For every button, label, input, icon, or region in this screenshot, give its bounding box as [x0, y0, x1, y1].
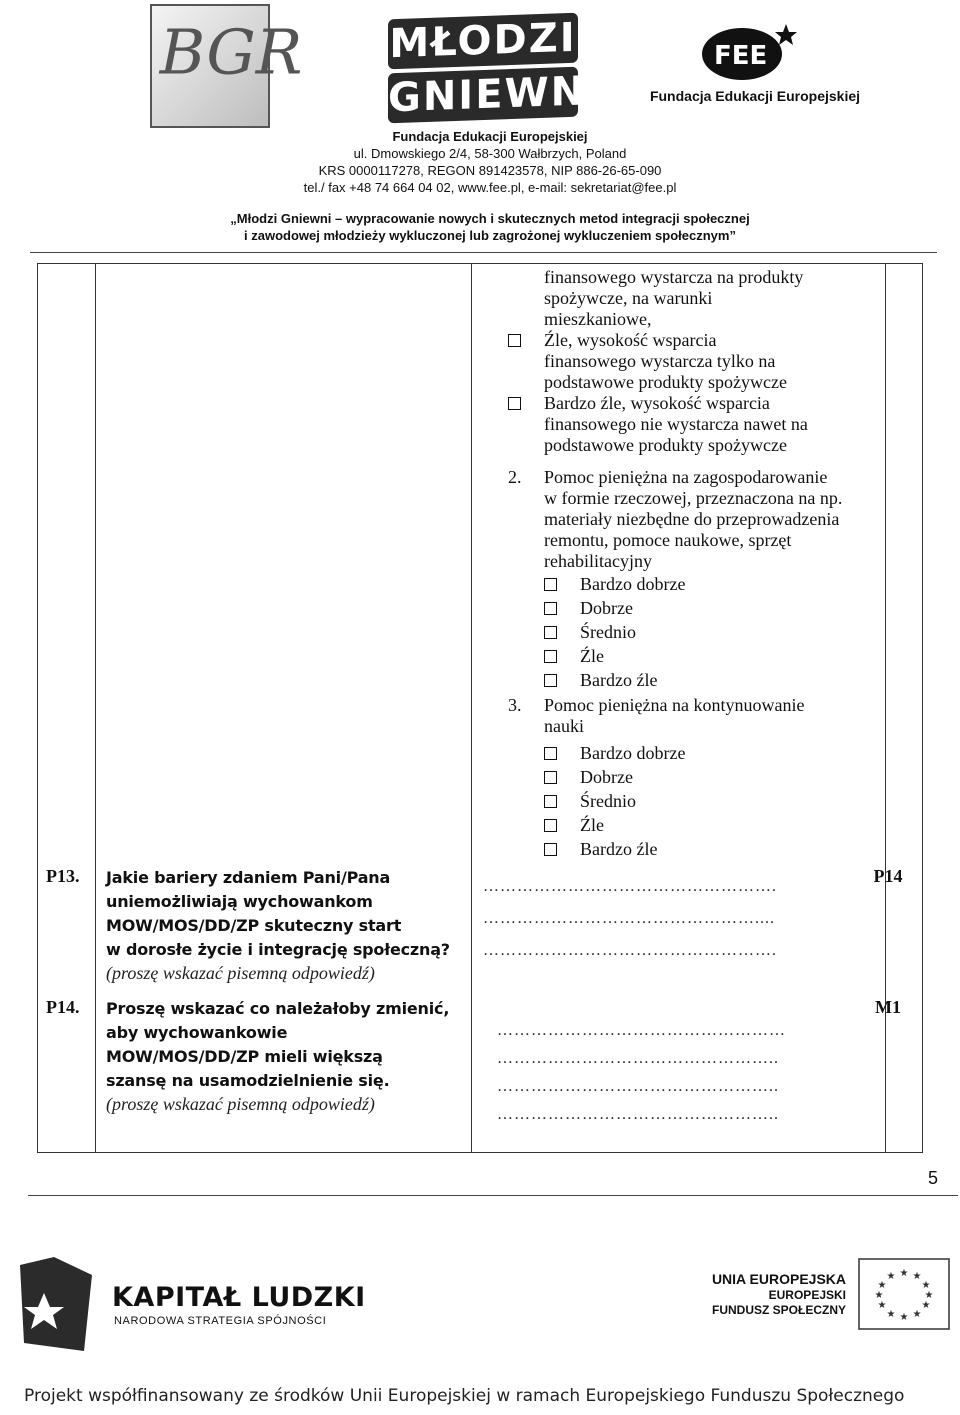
logo-line-2: GNIEWNI	[388, 67, 603, 122]
checkbox[interactable]	[544, 626, 557, 639]
page-number: 5	[928, 1168, 939, 1188]
kapital-ludzki-subtitle: NARODOWA STRATEGIA SPÓJNOŚCI	[114, 1315, 327, 1327]
checkbox[interactable]	[508, 334, 521, 347]
fee-caption: Fundacja Edukacji Europejskiej	[649, 88, 861, 104]
question-line: w dorosłe życie i integrację społeczną?	[106, 940, 450, 959]
bgr-logo	[150, 4, 303, 128]
option-line: finansowego wystarcza tylko na	[544, 351, 776, 371]
s2-option-bardzo-dobrze[interactable]	[544, 574, 685, 595]
s2-option-zle[interactable]	[544, 646, 604, 667]
option-label: Źle	[580, 646, 604, 666]
svg-text:★: ★	[874, 1290, 884, 1301]
organization-address	[200, 128, 780, 196]
section-line: w formie rzeczowej, przeznaczona na np.	[544, 488, 843, 508]
option-label: Dobrze	[580, 598, 633, 618]
project-title	[120, 210, 860, 244]
question-number-p13: P13.	[46, 866, 80, 886]
option-label: Średnio	[580, 791, 636, 811]
question-text-p13	[106, 866, 466, 984]
option-line: Bardzo źle, wysokość wsparcia	[544, 393, 770, 413]
fee-logo	[700, 20, 800, 82]
question-line: MOW/MOS/DD/ZP skuteczny start	[106, 916, 402, 935]
s2-option-bardzo-zle[interactable]	[544, 670, 657, 691]
cofinancing-note: Projekt współfinansowany ze środków Unii Europejskiej w ramach Europejskiego Funduszu Społecznego	[24, 1386, 905, 1406]
eu-caption	[660, 1270, 846, 1318]
s3-option-bardzo-zle[interactable]	[544, 839, 657, 860]
bgr-monogram-icon	[152, 6, 303, 126]
option-label: Bardzo dobrze	[580, 743, 686, 763]
checkbox[interactable]	[544, 747, 557, 760]
logo-line-1: MŁODZI	[388, 13, 578, 70]
svg-text:FEE: FEE	[714, 41, 768, 71]
checkbox[interactable]	[544, 578, 557, 591]
section-number: 2.	[508, 467, 522, 487]
answer-line[interactable]: ……………………………………………	[497, 1022, 786, 1039]
kapital-ludzki-name: KAPITAŁ LUDZKI	[112, 1282, 366, 1313]
svg-text:★: ★	[886, 1309, 896, 1320]
footer-divider	[28, 1195, 958, 1196]
option-label: Dobrze	[580, 767, 633, 787]
option-label: Źle	[580, 815, 604, 835]
question-line: aby wychowankowie	[106, 1023, 288, 1042]
answer-line[interactable]: …………………………………………….	[483, 878, 777, 895]
option-label: Bardzo źle	[580, 839, 658, 859]
eu-line: FUNDUSZ SPOŁECZNY	[711, 1303, 846, 1317]
checkbox[interactable]	[508, 397, 521, 410]
section-line: Pomoc pieniężna na kontynuowanie	[544, 695, 805, 715]
eu-flag-icon	[858, 1258, 950, 1330]
section-line: rehabilitacyjny	[544, 551, 652, 571]
question-hint: (proszę wskazać pisemną odpowiedź)	[106, 1094, 375, 1114]
checkbox[interactable]	[544, 819, 557, 832]
answer-line[interactable]: …………………………………………..	[497, 1106, 779, 1123]
option-line: spożywcze, na warunki	[544, 288, 713, 308]
org-registry: KRS 0000117278, REGON 891423578, NIP 886-26-65-090	[318, 163, 662, 178]
routing-code-p14: M1	[875, 997, 901, 1017]
answer-line[interactable]: …………………………………………..	[497, 1078, 779, 1095]
svg-text:★: ★	[899, 1312, 909, 1323]
kapital-ludzki-logo-icon	[14, 1255, 96, 1355]
option-label: Bardzo dobrze	[580, 574, 686, 594]
option-bardzo-zle-long[interactable]	[508, 393, 808, 456]
question-line: szansę na usamodzielnienie się.	[106, 1071, 390, 1090]
eu-line: EUROPEJSKI	[768, 1288, 846, 1302]
checkbox[interactable]	[544, 674, 557, 687]
svg-text:★: ★	[877, 1300, 887, 1311]
project-title-line: „Młodzi Gniewni – wypracowanie nowych i skutecznych metod integracji społecznej	[230, 211, 750, 226]
checkbox[interactable]	[544, 843, 557, 856]
answer-line[interactable]: …………………………………………..	[497, 1050, 779, 1067]
section-line: remontu, pomoce naukowe, sprzęt	[544, 530, 792, 550]
eu-line: UNIA EUROPEJSKA	[711, 1271, 846, 1287]
org-street: ul. Dmowskiego 2/4, 58-300 Wałbrzych, Poland	[353, 146, 627, 161]
checkbox[interactable]	[544, 602, 557, 615]
question-line: Jakie bariery zdaniem Pani/Pana	[106, 868, 391, 887]
option-line: podstawowe produkty spożywcze	[544, 435, 787, 455]
checkbox[interactable]	[544, 771, 557, 784]
option-line: mieszkaniowe,	[544, 309, 652, 329]
org-name: Fundacja Edukacji Europejskiej	[392, 129, 588, 144]
section-line: materiały niezbędne do przeprowadzenia	[544, 509, 840, 529]
svg-text:BGR: BGR	[159, 16, 303, 89]
option-line: finansowego nie wystarcza nawet na	[544, 414, 808, 434]
checkbox[interactable]	[544, 650, 557, 663]
question-line: MOW/MOS/DD/ZP mieli większą	[106, 1047, 383, 1066]
s2-option-srednio[interactable]	[544, 622, 636, 643]
question-hint: (proszę wskazać pisemną odpowiedź)	[106, 963, 375, 983]
section-number: 3.	[508, 695, 522, 715]
svg-text:★: ★	[921, 1300, 931, 1311]
s3-option-dobrze[interactable]	[544, 767, 633, 788]
checkbox[interactable]	[544, 795, 557, 808]
question-text-p14	[106, 997, 466, 1115]
option-zle-long[interactable]	[508, 330, 787, 393]
option-label: Średnio	[580, 622, 636, 642]
option-line: Źle, wysokość wsparcia	[544, 330, 717, 350]
svg-text:★: ★	[886, 1271, 896, 1282]
question-line: Proszę wskazać co należałoby zmienić,	[106, 999, 450, 1018]
column-divider	[95, 264, 96, 1152]
svg-text:★: ★	[899, 1268, 909, 1279]
question-number-p14: P14.	[46, 997, 80, 1017]
option-line: podstawowe produkty spożywcze	[544, 372, 787, 392]
s2-option-dobrze[interactable]	[544, 598, 633, 619]
section-line: Pomoc pieniężna na zagospodarowanie	[544, 467, 828, 487]
header-divider	[30, 252, 937, 253]
svg-text:★: ★	[912, 1309, 922, 1320]
mlodzi-gniewni-logo	[388, 12, 603, 122]
s3-option-srednio[interactable]	[544, 791, 636, 812]
svg-text:★: ★	[921, 1280, 931, 1291]
column-divider	[885, 264, 886, 1152]
org-contact: tel./ fax +48 74 664 04 02, www.fee.pl, e-mail: sekretariat@fee.pl	[303, 180, 677, 195]
section-3-heading	[508, 695, 804, 737]
svg-text:★: ★	[924, 1290, 934, 1301]
answer-line[interactable]: …………………………………………....	[483, 910, 775, 927]
option-line: finansowego wystarcza na produkty	[544, 267, 804, 287]
svg-text:★: ★	[912, 1271, 922, 1282]
continued-option-text	[544, 267, 803, 330]
project-title-line: i zawodowej młodzieży wykluczonej lub zagrożonej wykluczeniem społecznym”	[244, 228, 736, 243]
s3-option-bardzo-dobrze[interactable]	[544, 743, 685, 764]
answer-line[interactable]: …………………………………………….	[483, 942, 777, 959]
question-line: uniemożliwiają wychowankom	[106, 892, 373, 911]
section-line: nauki	[544, 716, 584, 736]
column-divider	[471, 264, 472, 1152]
option-label: Bardzo źle	[580, 670, 658, 690]
svg-text:★: ★	[877, 1280, 887, 1291]
s3-option-zle[interactable]	[544, 815, 604, 836]
routing-code-p13: P14	[873, 866, 903, 886]
section-2-heading	[508, 467, 842, 572]
